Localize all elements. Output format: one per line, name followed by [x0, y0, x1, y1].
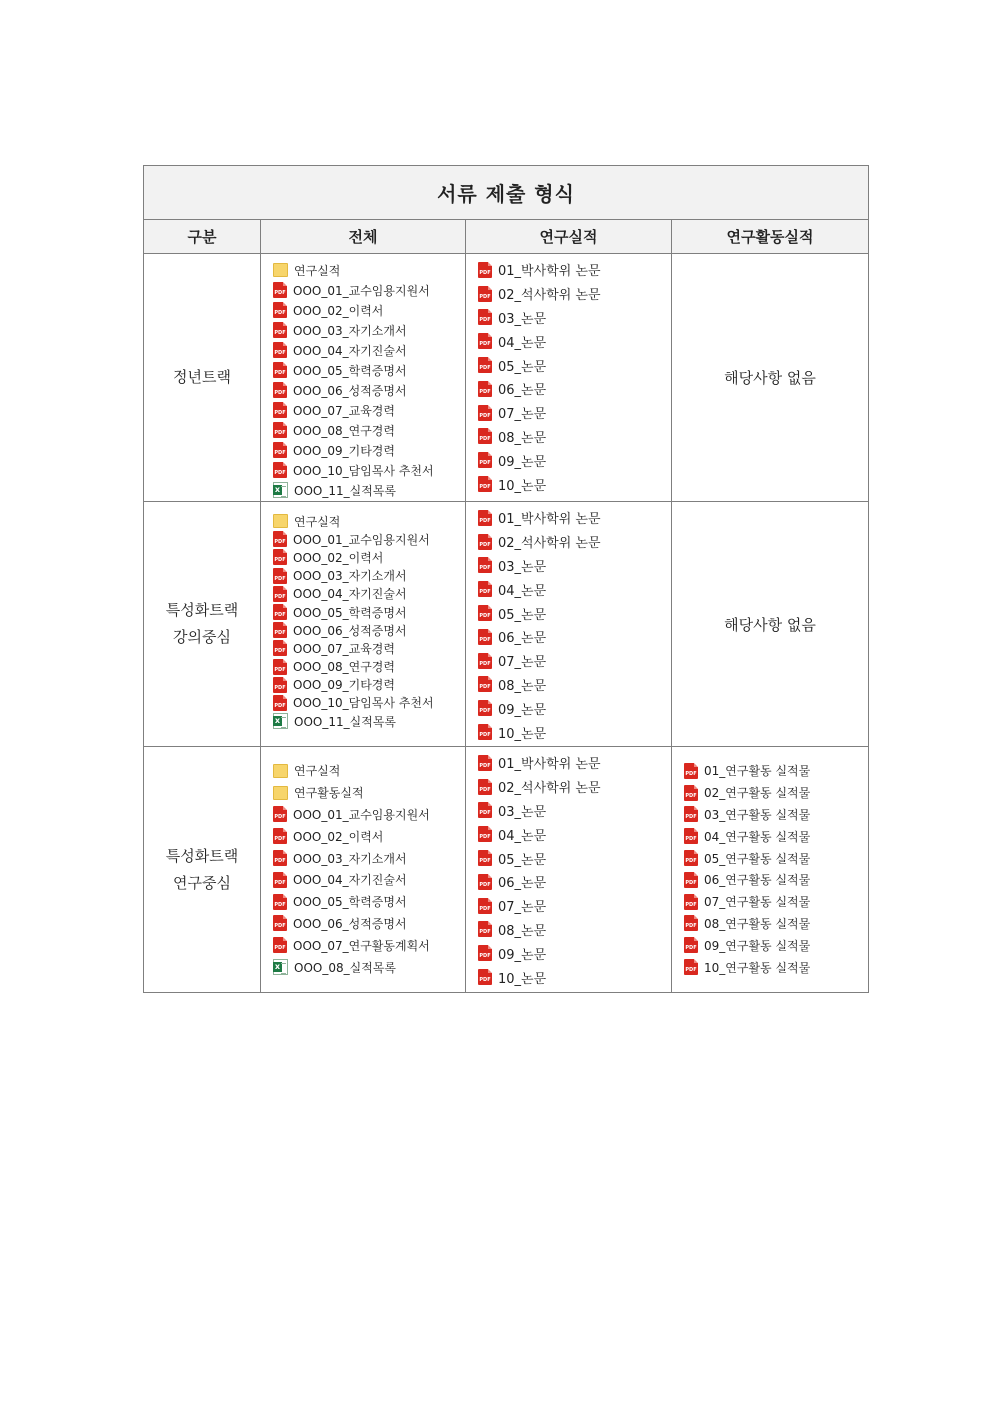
papers-cell — [466, 502, 672, 747]
list-item — [466, 506, 671, 530]
pdf-icon — [478, 755, 492, 771]
activities-na: 해당사항 없음 — [672, 502, 869, 747]
pdf-icon — [273, 531, 287, 547]
item-label: OOO_05_학력증명서 — [293, 605, 407, 620]
table-title: 서류 제출 형식 — [144, 166, 869, 220]
excel-icon — [273, 482, 288, 498]
item-label: OOO_03_자기소개서 — [293, 851, 407, 866]
item-label: OOO_09_기타경력 — [293, 443, 395, 458]
file-list — [261, 254, 465, 500]
pdf-icon — [684, 763, 698, 779]
item-label: OOO_05_학력증명서 — [293, 363, 407, 378]
item-label: OOO_01_교수임용지원서 — [293, 532, 430, 547]
header-category: 구분 — [144, 220, 261, 254]
row-category — [144, 502, 261, 747]
item-label: OOO_06_성적증명서 — [293, 916, 407, 931]
pdf-icon — [478, 405, 492, 421]
list-item — [261, 440, 465, 460]
pdf-icon — [273, 586, 287, 602]
list-item — [672, 847, 868, 869]
pdf-icon — [273, 828, 287, 844]
item-label: 03_논문 — [498, 804, 547, 820]
pdf-icon — [478, 476, 492, 492]
list-item — [261, 676, 465, 694]
item-label: OOO_04_자기진술서 — [293, 873, 407, 888]
files-cell — [261, 747, 466, 993]
list-item — [466, 577, 671, 601]
list-item — [261, 825, 465, 847]
list-item — [261, 869, 465, 891]
item-label: 05_논문 — [498, 359, 547, 375]
pdf-icon — [478, 802, 492, 818]
pdf-icon — [478, 452, 492, 468]
item-label: 05_논문 — [498, 607, 547, 623]
item-label: 06_논문 — [498, 876, 547, 892]
pdf-icon — [273, 302, 287, 318]
pdf-icon — [273, 362, 287, 378]
list-item — [261, 782, 465, 804]
item-label: 연구실적 — [294, 764, 341, 779]
item-label: OOO_08_연구경력 — [293, 660, 395, 675]
item-label: OOO_02_이력서 — [293, 550, 384, 565]
item-label: OOO_03_자기소개서 — [293, 323, 407, 338]
category-line: 특성화트랙 — [165, 846, 239, 865]
item-label: OOO_10_담임목사 추천서 — [293, 696, 434, 711]
item-label: OOO_07_연구활동계획서 — [293, 938, 430, 953]
list-item — [466, 554, 671, 578]
activity-list — [672, 747, 868, 978]
excel-icon — [273, 713, 288, 729]
item-label: 08_논문 — [498, 430, 547, 446]
list-item — [261, 585, 465, 603]
file-list — [261, 502, 465, 730]
list-item — [672, 825, 868, 847]
item-label: OOO_06_성적증명서 — [293, 383, 407, 398]
pdf-icon — [273, 462, 287, 478]
item-label: 01_박사학위 논문 — [498, 264, 601, 280]
list-item — [261, 260, 465, 280]
pdf-icon — [273, 382, 287, 398]
category-line: 연구중심 — [173, 873, 231, 892]
list-item — [261, 847, 465, 869]
item-label: 04_논문 — [498, 583, 547, 599]
list-item — [261, 934, 465, 956]
item-label: 05_연구활동 실적물 — [704, 851, 811, 866]
item-label: 07_논문 — [498, 655, 547, 671]
pdf-icon — [478, 333, 492, 349]
item-label: OOO_04_자기진술서 — [293, 587, 407, 602]
pdf-icon — [273, 659, 287, 675]
pdf-icon — [273, 342, 287, 358]
category-line: 강의중심 — [173, 628, 231, 646]
row-category — [144, 254, 261, 502]
list-item — [261, 694, 465, 712]
list-item — [261, 480, 465, 500]
category-line: 특성화트랙 — [165, 601, 239, 619]
list-item — [672, 869, 868, 891]
item-label: 09_연구활동 실적물 — [704, 938, 811, 953]
pdf-icon — [273, 322, 287, 338]
pdf-icon — [478, 945, 492, 961]
list-item — [261, 400, 465, 420]
folder-icon — [273, 514, 288, 528]
pdf-icon — [478, 700, 492, 716]
pdf-icon — [273, 872, 287, 888]
pdf-icon — [273, 937, 287, 953]
item-label: OOO_01_교수임용지원서 — [293, 283, 430, 298]
row-category — [144, 747, 261, 993]
list-item — [466, 941, 671, 965]
list-item — [466, 306, 671, 330]
pdf-icon — [478, 357, 492, 373]
pdf-icon — [273, 640, 287, 656]
header-all: 전체 — [261, 220, 466, 254]
list-item — [261, 956, 465, 978]
item-label: OOO_10_담임목사 추천서 — [293, 463, 434, 478]
table-row — [144, 254, 869, 502]
item-label: 02_석사학위 논문 — [498, 536, 601, 552]
list-item — [466, 425, 671, 449]
pdf-icon — [478, 286, 492, 302]
item-label: 08_논문 — [498, 923, 547, 939]
list-item — [672, 956, 868, 978]
submission-format-table — [143, 165, 869, 993]
item-label: 03_논문 — [498, 559, 547, 575]
item-label: OOO_02_이력서 — [293, 829, 384, 844]
item-label: 05_논문 — [498, 852, 547, 868]
pdf-icon — [478, 629, 492, 645]
pdf-icon — [478, 850, 492, 866]
list-item — [466, 673, 671, 697]
pdf-icon — [478, 724, 492, 740]
list-item — [466, 720, 671, 744]
item-label: 01_연구활동 실적물 — [704, 764, 811, 779]
table-row — [144, 502, 869, 747]
pdf-icon — [684, 937, 698, 953]
pdf-icon — [478, 921, 492, 937]
list-item — [466, 649, 671, 673]
files-cell — [261, 502, 466, 747]
pdf-icon — [478, 826, 492, 842]
list-item — [261, 804, 465, 826]
list-item — [466, 846, 671, 870]
list-item — [466, 918, 671, 942]
item-label: 02_연구활동 실적물 — [704, 786, 811, 801]
pdf-icon — [478, 898, 492, 914]
header-research-activities: 연구활동실적 — [672, 220, 869, 254]
item-label: 09_논문 — [498, 454, 547, 470]
pdf-icon — [684, 959, 698, 975]
list-item — [261, 360, 465, 380]
list-item — [261, 567, 465, 585]
pdf-icon — [273, 850, 287, 866]
item-label: OOO_07_교육경력 — [293, 403, 395, 418]
list-item — [261, 621, 465, 639]
list-item — [261, 340, 465, 360]
pdf-icon — [478, 676, 492, 692]
list-item — [466, 530, 671, 554]
item-label: 07_논문 — [498, 900, 547, 916]
paper-list — [466, 502, 671, 744]
item-label: 01_박사학위 논문 — [498, 512, 601, 528]
pdf-icon — [273, 549, 287, 565]
paper-list — [466, 747, 671, 989]
list-item — [261, 320, 465, 340]
pdf-icon — [684, 785, 698, 801]
item-label: OOO_02_이력서 — [293, 303, 384, 318]
list-item — [672, 804, 868, 826]
pdf-icon — [273, 402, 287, 418]
list-item — [466, 353, 671, 377]
list-item — [261, 658, 465, 676]
list-item — [466, 282, 671, 306]
item-label: 09_논문 — [498, 947, 547, 963]
item-label: 07_논문 — [498, 407, 547, 423]
list-item — [466, 696, 671, 720]
list-item — [672, 760, 868, 782]
item-label: OOO_11_실적목록 — [294, 714, 396, 729]
pdf-icon — [273, 806, 287, 822]
list-item — [261, 891, 465, 913]
pdf-icon — [684, 850, 698, 866]
list-item — [261, 760, 465, 782]
item-label: 04_논문 — [498, 335, 547, 351]
item-label: 10_논문 — [498, 971, 547, 987]
pdf-icon — [478, 510, 492, 526]
item-label: 04_연구활동 실적물 — [704, 829, 811, 844]
pdf-icon — [273, 422, 287, 438]
item-label: OOO_11_실적목록 — [294, 483, 396, 498]
pdf-icon — [273, 604, 287, 620]
item-label: OOO_05_학력증명서 — [293, 895, 407, 910]
list-item — [261, 300, 465, 320]
item-label: OOO_01_교수임용지원서 — [293, 807, 430, 822]
list-item — [466, 472, 671, 496]
list-item — [466, 775, 671, 799]
list-item — [466, 377, 671, 401]
pdf-icon — [478, 309, 492, 325]
list-item — [466, 401, 671, 425]
pdf-icon — [273, 677, 287, 693]
item-label: 01_박사학위 논문 — [498, 757, 601, 773]
list-item — [261, 603, 465, 621]
pdf-icon — [684, 806, 698, 822]
list-item — [261, 380, 465, 400]
folder-icon — [273, 786, 288, 800]
item-label: 06_연구활동 실적물 — [704, 873, 811, 888]
item-label: 10_연구활동 실적물 — [704, 960, 811, 975]
papers-cell — [466, 254, 672, 502]
papers-cell — [466, 747, 672, 993]
pdf-icon — [273, 894, 287, 910]
list-item — [261, 280, 465, 300]
pdf-icon — [478, 779, 492, 795]
pdf-icon — [684, 828, 698, 844]
activities-cell — [672, 747, 869, 993]
paper-list — [466, 254, 671, 496]
list-item — [466, 894, 671, 918]
pdf-icon — [478, 605, 492, 621]
list-item — [261, 639, 465, 657]
pdf-icon — [273, 695, 287, 711]
pdf-icon — [684, 894, 698, 910]
list-item — [466, 625, 671, 649]
item-label: OOO_04_자기진술서 — [293, 343, 407, 358]
item-label: 연구실적 — [294, 263, 341, 278]
item-label: OOO_03_자기소개서 — [293, 569, 407, 584]
item-label: 연구활동실적 — [294, 786, 364, 801]
file-list — [261, 747, 465, 978]
pdf-icon — [478, 262, 492, 278]
list-item — [466, 329, 671, 353]
item-label: 10_논문 — [498, 478, 547, 494]
list-item — [466, 822, 671, 846]
pdf-icon — [273, 442, 287, 458]
pdf-icon — [478, 969, 492, 985]
pdf-icon — [478, 428, 492, 444]
files-cell — [261, 254, 466, 502]
list-item — [672, 891, 868, 913]
list-item — [466, 258, 671, 282]
list-item — [466, 965, 671, 989]
item-label: 08_논문 — [498, 678, 547, 694]
item-label: 04_논문 — [498, 828, 547, 844]
list-item — [672, 913, 868, 935]
list-item — [261, 712, 465, 730]
table-row — [144, 747, 869, 993]
item-label: 08_연구활동 실적물 — [704, 916, 811, 931]
pdf-icon — [478, 381, 492, 397]
list-item — [466, 799, 671, 823]
list-item — [261, 460, 465, 480]
list-item — [466, 751, 671, 775]
pdf-icon — [684, 915, 698, 931]
item-label: 06_논문 — [498, 631, 547, 647]
pdf-icon — [478, 874, 492, 890]
pdf-icon — [478, 534, 492, 550]
list-item — [261, 420, 465, 440]
list-item — [672, 782, 868, 804]
pdf-icon — [478, 581, 492, 597]
pdf-icon — [273, 282, 287, 298]
list-item — [466, 870, 671, 894]
item-label: 02_석사학위 논문 — [498, 288, 601, 304]
item-label: 07_연구활동 실적물 — [704, 895, 811, 910]
category-line: 정년트랙 — [173, 368, 231, 386]
list-item — [466, 601, 671, 625]
list-item — [466, 448, 671, 472]
item-label: 03_논문 — [498, 311, 547, 327]
pdf-icon — [273, 568, 287, 584]
item-label: OOO_09_기타경력 — [293, 678, 395, 693]
header-research-results: 연구실적 — [466, 220, 672, 254]
list-item — [261, 530, 465, 548]
list-item — [261, 913, 465, 935]
item-label: 03_연구활동 실적물 — [704, 807, 811, 822]
pdf-icon — [273, 915, 287, 931]
pdf-icon — [273, 622, 287, 638]
list-item — [261, 512, 465, 530]
item-label: 10_논문 — [498, 726, 547, 742]
item-label: OOO_06_성적증명서 — [293, 623, 407, 638]
activities-na: 해당사항 없음 — [672, 254, 869, 502]
item-label: 연구실적 — [294, 514, 341, 529]
item-label: OOO_08_연구경력 — [293, 423, 395, 438]
pdf-icon — [478, 557, 492, 573]
item-label: 02_석사학위 논문 — [498, 781, 601, 797]
item-label: 09_논문 — [498, 702, 547, 718]
list-item — [261, 548, 465, 566]
item-label: 06_논문 — [498, 383, 547, 399]
item-label: OOO_08_실적목록 — [294, 960, 396, 975]
folder-icon — [273, 263, 288, 277]
pdf-icon — [684, 872, 698, 888]
excel-icon — [273, 959, 288, 975]
item-label: OOO_07_교육경력 — [293, 641, 395, 656]
folder-icon — [273, 764, 288, 778]
pdf-icon — [478, 653, 492, 669]
list-item — [672, 934, 868, 956]
